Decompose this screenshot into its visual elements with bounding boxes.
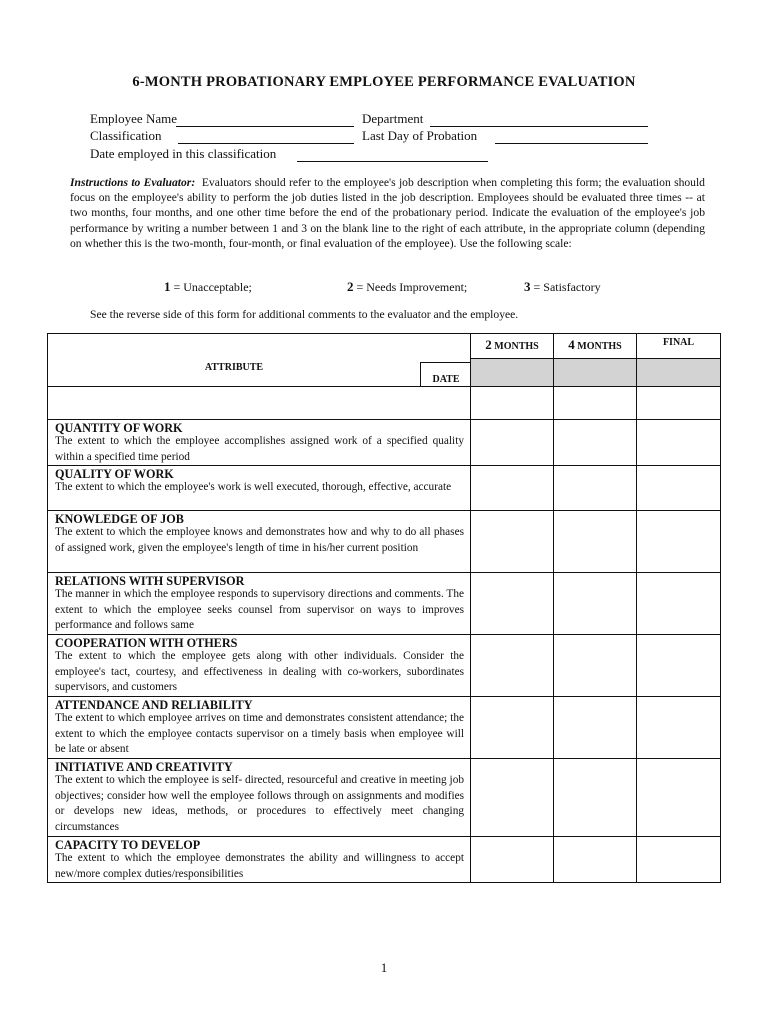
col-final-header: FINAL bbox=[637, 334, 721, 359]
rating-cell-final[interactable] bbox=[637, 837, 721, 883]
col-4-rest: MONTHS bbox=[577, 341, 622, 352]
date-cell-final[interactable] bbox=[637, 359, 721, 387]
rating-cell-final[interactable] bbox=[637, 697, 721, 759]
attribute-cell bbox=[48, 573, 471, 635]
spacer-cell bbox=[471, 387, 554, 420]
instructions-text: Evaluators should refer to the employee's job description when completing this form; the evaluation should focus on the employee's ability to perform the job duties listed in the job description. Employees should be evaluated three times -- at two months, four months, and one other time before the end of the probationary period. Indicate the evaluation of the employee's job performance by writing a number between 1 and 3 on the blank line to the right of each attribute, in the appropriate column (depending on whether this is the two-month, four-month, or final evaluation of the employee). Use the following scale: bbox=[70, 176, 705, 250]
scale-item-1 bbox=[164, 279, 252, 295]
department-line[interactable] bbox=[430, 126, 648, 127]
attribute-cell bbox=[48, 511, 471, 573]
scale-num: 1 bbox=[164, 279, 171, 294]
rating-cell-2-months[interactable] bbox=[471, 837, 554, 883]
col-2-months-header bbox=[471, 334, 554, 359]
attribute-desc: The extent to which the employee is self- directed, resourceful and creative in meeting job objectives; consider how well the employee follows through on assignments and modifies or develops new ideas, methods, or procedures to effectively meet changing circumstances bbox=[55, 774, 464, 833]
col-2-rest: MONTHS bbox=[494, 341, 539, 352]
reverse-note: See the reverse side of this form for additional comments to the evaluator and the employee. bbox=[90, 308, 519, 321]
attribute-title: INITIATIVE AND CREATIVITY bbox=[55, 760, 233, 774]
attribute-desc: The manner in which the employee responds to supervisory directions and comments. The extent to which the employee seeks counsel from supervisor on ways to improves performance and follows same bbox=[55, 588, 464, 631]
employee-name-label: Employee Name bbox=[90, 111, 177, 126]
rating-cell-2-months[interactable] bbox=[471, 420, 554, 466]
attribute-title: QUANTITY OF WORK bbox=[55, 421, 183, 435]
spacer-cell bbox=[637, 387, 721, 420]
instructions-label: Instructions to Evaluator: bbox=[70, 176, 196, 189]
attribute-desc: The extent to which the employee accomplishes assigned work of a specified quality within a specified time period bbox=[55, 435, 464, 463]
rating-cell-4-months[interactable] bbox=[554, 511, 637, 573]
attribute-title: QUALITY OF WORK bbox=[55, 467, 174, 481]
classification-label: Classification bbox=[90, 128, 162, 143]
last-day-label: Last Day of Probation bbox=[362, 128, 478, 143]
rating-cell-4-months[interactable] bbox=[554, 697, 637, 759]
attribute-title: RELATIONS WITH SUPERVISOR bbox=[55, 574, 245, 588]
date-header: DATE bbox=[420, 362, 471, 387]
attribute-cell bbox=[48, 635, 471, 697]
attribute-cell bbox=[48, 759, 471, 837]
scale-label: = Needs Improvement; bbox=[356, 280, 468, 294]
rating-cell-4-months[interactable] bbox=[554, 466, 637, 511]
scale-label: = Unacceptable; bbox=[173, 280, 252, 294]
attribute-header: ATTRIBUTE bbox=[204, 362, 264, 373]
rating-cell-final[interactable] bbox=[637, 573, 721, 635]
rating-cell-final[interactable] bbox=[637, 420, 721, 466]
attribute-title: COOPERATION WITH OTHERS bbox=[55, 636, 238, 650]
col-2-num: 2 bbox=[485, 337, 492, 352]
attribute-desc: The extent to which the employee's work is well executed, thorough, effective, accurate bbox=[55, 481, 452, 493]
scale-item-2 bbox=[347, 279, 467, 295]
page-number: 1 bbox=[380, 960, 388, 975]
scale-num: 3 bbox=[524, 279, 531, 294]
rating-cell-4-months[interactable] bbox=[554, 759, 637, 837]
attribute-title: CAPACITY TO DEVELOP bbox=[55, 838, 201, 852]
spacer-cell bbox=[48, 387, 471, 420]
attribute-cell bbox=[48, 466, 471, 511]
rating-cell-4-months[interactable] bbox=[554, 837, 637, 883]
col-4-months-header bbox=[554, 334, 637, 359]
last-day-line[interactable] bbox=[495, 143, 648, 144]
attribute-cell bbox=[48, 697, 471, 759]
rating-cell-2-months[interactable] bbox=[471, 511, 554, 573]
scale-num: 2 bbox=[347, 279, 354, 294]
instructions-paragraph bbox=[70, 175, 705, 251]
scale-item-3 bbox=[524, 279, 601, 295]
rating-cell-final[interactable] bbox=[637, 759, 721, 837]
scale-label: = Satisfactory bbox=[533, 280, 601, 294]
date-employed-label: Date employed in this classification bbox=[90, 146, 277, 161]
date-cell-4-months[interactable] bbox=[554, 359, 637, 387]
rating-cell-final[interactable] bbox=[637, 635, 721, 697]
rating-cell-2-months[interactable] bbox=[471, 466, 554, 511]
attribute-desc: The extent to which the employee demonstrates the ability and willingness to accept new/more complex duties/responsibilities bbox=[55, 852, 464, 880]
employee-name-line[interactable] bbox=[176, 126, 354, 127]
rating-cell-2-months[interactable] bbox=[471, 635, 554, 697]
attribute-cell bbox=[48, 837, 471, 883]
rating-cell-4-months[interactable] bbox=[554, 420, 637, 466]
spacer-cell bbox=[554, 387, 637, 420]
department-label: Department bbox=[362, 111, 424, 126]
attribute-desc: The extent to which the employee knows and demonstrates how and why to do all phases of assigned work, given the employee's length of time in his/her current position bbox=[55, 526, 464, 554]
col-4-num: 4 bbox=[568, 337, 575, 352]
rating-cell-final[interactable] bbox=[637, 511, 721, 573]
classification-line[interactable] bbox=[178, 143, 354, 144]
evaluation-table bbox=[47, 333, 721, 883]
rating-cell-2-months[interactable] bbox=[471, 573, 554, 635]
date-cell-2-months[interactable] bbox=[471, 359, 554, 387]
attribute-cell bbox=[48, 420, 471, 466]
rating-cell-2-months[interactable] bbox=[471, 697, 554, 759]
page-title: 6-MONTH PROBATIONARY EMPLOYEE PERFORMANCE EVALUATION bbox=[132, 74, 636, 90]
date-employed-line[interactable] bbox=[297, 161, 488, 162]
rating-cell-4-months[interactable] bbox=[554, 573, 637, 635]
rating-cell-4-months[interactable] bbox=[554, 635, 637, 697]
rating-cell-2-months[interactable] bbox=[471, 759, 554, 837]
attribute-title: KNOWLEDGE OF JOB bbox=[55, 512, 184, 526]
attribute-title: ATTENDANCE AND RELIABILITY bbox=[55, 698, 253, 712]
attribute-desc: The extent to which the employee gets along with other individuals. Consider the employee's tact, courtesy, and effectiveness in dealing with co-workers, subordinates supervisors, and customers bbox=[55, 650, 464, 693]
attribute-header-cell bbox=[48, 334, 471, 387]
rating-cell-final[interactable] bbox=[637, 466, 721, 511]
attribute-desc: The extent to which employee arrives on time and demonstrates consistent attendance; the extent to which the employee contacts supervisor on a timely basis when employee will be late or absent bbox=[55, 712, 464, 755]
